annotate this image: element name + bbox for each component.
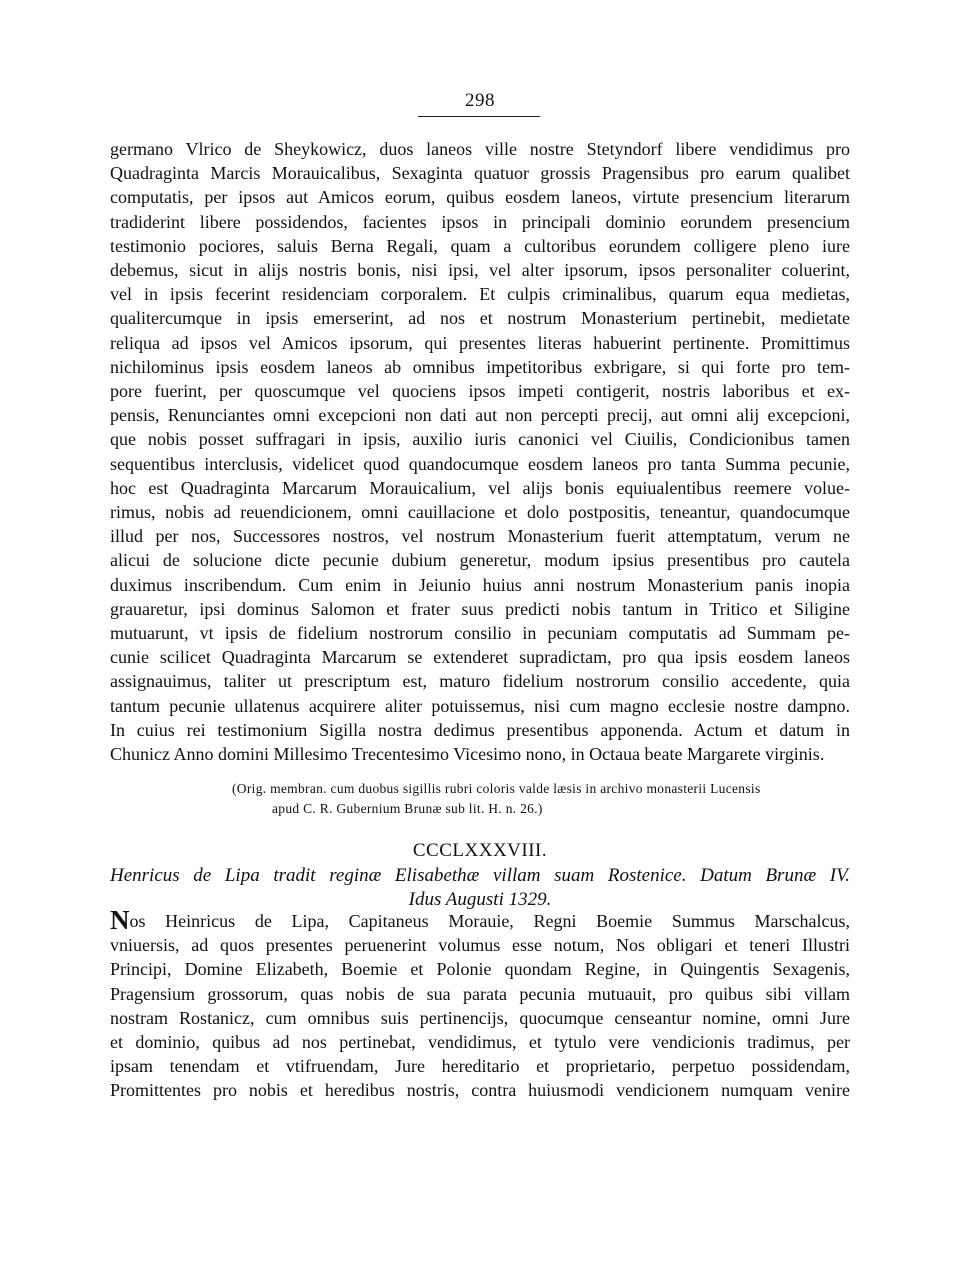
note-line: (Orig. membran. cum duobus sigillis rubri coloris valde læsis in archivo monasterii Lucensis: [232, 781, 761, 796]
text-line: In cuius rei testimonium Sigilla nostra dedimus presentibus apponenda. Actum et datum in: [110, 719, 850, 740]
text-line: Quadraginta Marcis Morauicalibus, Sexaginta quatuor grossis Pragensibus pro earum qualibet: [110, 163, 850, 184]
text-line: illud per nos, Successores nostros, vel nostrum Monasterium fuerit attemptatum, verum ne: [110, 526, 850, 547]
text-line: Principi, Domine Elizabeth, Boemie et Polonie quondam Regine, in Quingentis Sexagenis,: [110, 959, 850, 980]
text-line: debemus, sicut in alijs nostris bonis, nisi ipsi, vel alter ipsorum, ipsos personaliter coluerint,: [110, 260, 850, 281]
text-line: Promittentes pro nobis et heredibus nostris, contra huiusmodi vendicionem numquam venire: [110, 1080, 850, 1101]
text-line: pensis, Renunciantes omni excepcioni non dati aut non percepti precij, aut omni alij excepcioni,: [110, 405, 850, 426]
text-line: testimonio pociores, saluis Berna Regali, quam a cultoribus eorundem colligere pleno iure: [110, 235, 850, 256]
text-line: computatis, per ipsos aut Amicos eorum, quibus eosdem laneos, virtute presencium literarum: [110, 187, 850, 208]
text-line: Idus Augusti 1329.: [408, 889, 552, 910]
regest-heading: [110, 864, 850, 912]
text-line: Pragensium grossorum, quas nobis de sua parata pecunia mutuauit, pro quibus sibi villam: [110, 983, 850, 1004]
document-number: CCCLXXXVIII.: [412, 840, 548, 861]
text-line: mutuarunt, vt ipsis de fidelium nostrorum consilio in pecuniam computatis ad Summam pe-: [110, 623, 850, 644]
text-line: rimus, nobis ad reuendicionem, omni cauillacione et dolo postpositis, teneantur, quandocumque: [110, 502, 850, 523]
page-number-rule: [418, 116, 540, 117]
text-line: pore fuerint, per quoscumque vel quociens ipsos impeti contigerit, nostris laboribus et ex-: [110, 381, 850, 402]
text-line: nostram Rostanicz, cum omnibus suis pertinencijs, quocumque censeantur nomine, omni Jure: [110, 1007, 850, 1028]
text-line: nichilominus ipsis eosdem laneos ab omnibus impetitoribus exbrigare, si qui forte pro tem-: [110, 356, 850, 377]
text-line: grauaretur, ipsi dominus Salomon et frater suus predicti nobis tantum in Tritico et Siligine: [110, 598, 850, 619]
text-line: germano Vlrico de Sheykowicz, duos laneos ville nostre Stetyndorf libere vendidimus pro: [110, 139, 850, 159]
text-line: ipsam tenendam et vtifruendam, Jure hereditario et proprietario, perpetuo possidendam,: [110, 1056, 850, 1077]
source-note: [232, 779, 852, 819]
text-line: et dominio, quibus ad nos pertinebat, vendidimus, et tytulo vere vendicionis tradimus, per: [110, 1032, 850, 1053]
text-line: Chunicz Anno domini Millesimo Trecentesimo Vicesimo nono, in Octaua beate Margarete virginis.: [110, 744, 825, 765]
text-line: tradiderint libere possidendos, facientes ipsos in principali dominio eorundem presencium: [110, 211, 850, 232]
page-number: 298: [465, 90, 495, 111]
text-line-rest: os Heinricus de Lipa, Capitaneus Morauie, Regni Boemie Summus Marschalcus,: [129, 911, 850, 931]
text-line: hoc est Quadraginta Marcarum Morauicalium, vel alijs bonis equiualentibus reemere volue-: [110, 477, 850, 498]
text-line: qualitercumque in ipsis emerserint, ad nos et nostrum Monasterium pertinebit, medietate: [110, 308, 850, 329]
text-line: duximus inscribendum. Cum enim in Jeiunio huius anni nostrum Monasterium panis inopia: [110, 574, 850, 595]
text-line: Henricus de Lipa tradit reginæ Elisabethæ villam suam Rostenice. Datum Brunæ IV.: [110, 865, 850, 886]
text-line: cunie scilicet Quadraginta Marcarum se extenderet supradictam, pro qua ipsis eosdem laneos: [110, 647, 850, 668]
text-line: alicui de solucione dicte pecunie dubium generetur, modum ipsius presentibus pro cautela: [110, 550, 850, 571]
text-line: assignauimus, taliter ut prescriptum est, maturo fidelium nostrorum consilio accedente, quia: [110, 671, 850, 692]
charter-text: [110, 137, 850, 766]
text-line: vniuersis, ad quos presentes peruenerint volumus esse notum, Nos obligari et teneri Illustri: [110, 935, 850, 956]
text-line: tantum pecunie ullatenus acquirere aliter potuissemus, nisi cum magno ecclesie nostre dampno.: [110, 695, 850, 716]
text-line: [110, 905, 850, 935]
note-line: apud C. R. Gubernium Brunæ sub lit. H. n. 26.): [272, 801, 543, 816]
initial-letter: N: [110, 905, 130, 935]
text-line: reliqua ad ipsos vel Amicos ipsorum, qui presentes literas habuerint pertinente. Promittimus: [110, 332, 850, 353]
text-line: sequentibus interclusis, videlicet quod quandocumque eosdem laneos pro tanta Summa pecunie,: [110, 453, 850, 474]
second-charter-text: [110, 905, 850, 1103]
text-line: vel in ipsis fecerint residenciam corporalem. Et culpis criminalibus, quarum equa medietas,: [110, 284, 850, 305]
text-line: que nobis posset suffragari in ipsis, auxilio iuris canonici vel Ciuilis, Condicionibus tamen: [110, 429, 850, 450]
